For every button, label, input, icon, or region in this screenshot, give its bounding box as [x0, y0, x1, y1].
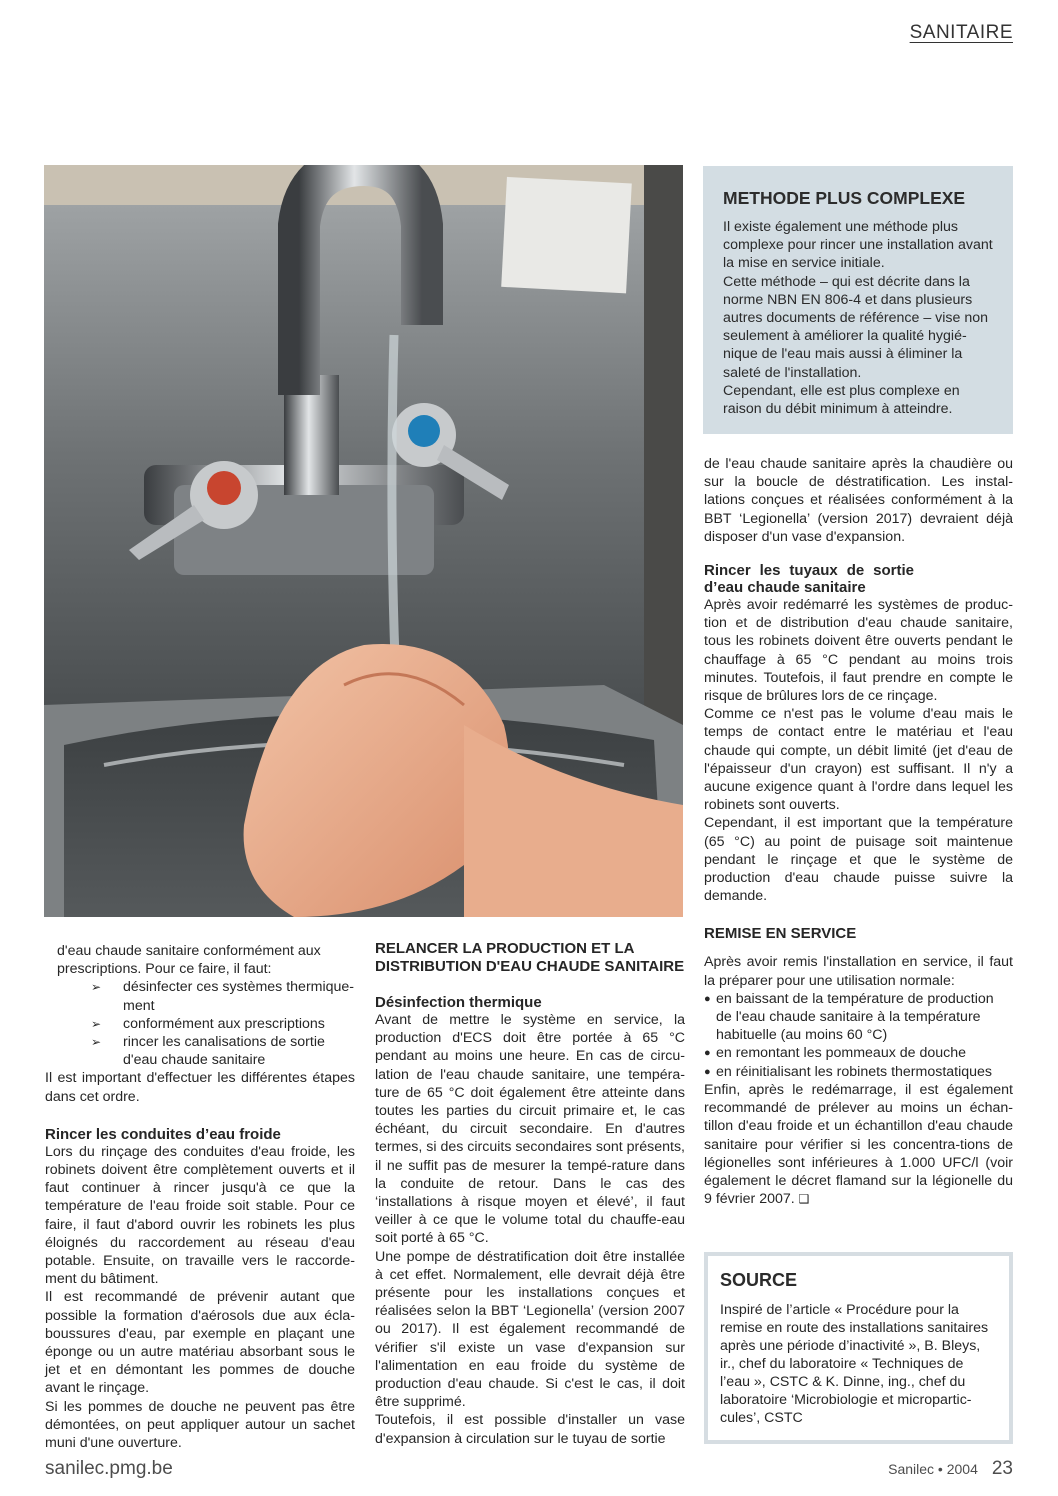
end-mark-icon: ❑ [798, 1192, 810, 1207]
col3-intro2: Après avoir remis l'installation en service, il faut la préparer pour une utilisation normale: [704, 954, 1013, 989]
list-item: ● en réinitialisant les robinets thermostatiques [704, 1063, 1013, 1081]
col3-paragraph: Après avoir redémarré les systèmes de produc-tion et de distribution d'eau chaude sanitaire, tous les robinets doivent être ouverts pendant le chauffage à 65 °C pendant au moins trois minutes. Toutefois, il faut prendre en compte le risque de brûlures lors de ce rinçage. [704, 597, 1013, 705]
list-item: ➢ conformément aux prescriptions [91, 1015, 355, 1033]
col2-paragraph: Avant de mettre le système en service, la production d'ECS doit être portée à 65 °C pendant au moins une heure. En cas de circu-lation de l'eau chaude sanitaire, une tempéra-ture de 65 °C doit également être atteinte dans toutes les parties du circuit primaire et, le cas échéant, du circuit secondaire. En d'autres termes, si des circuits secondaires sont présents, il ne suffit pas de mesurer la tempé-rature dans la conduite de retour. Dans le cas des ‘installations à risque moyen et élevé’, il faut veiller à ce que le volume total du chauffe-eau soit porté à 65 °C. [375, 1012, 685, 1247]
col3-closing-text: Enfin, après le redémarrage, il est également recommandé de prélever au moins un échan-tillon d'eau froide et un échantillon d'eau chaude sanitaire pour vérifier si les concentra-tions de légionelles sont inférieures à 1.000 UFC/l (voir également le décret flamand sur la légionelle du 9 février 2007. [704, 1081, 1013, 1208]
source-box [704, 1252, 1013, 1444]
column-2 [375, 940, 685, 1448]
col2-heading: RELANCER LA PRODUCTION ET LA DISTRIBUTION D'EAU CHAUDE SANITAIRE [375, 940, 685, 975]
col3-heading: Rincer les tuyaux de sortie d’eau chaude sanitaire [704, 562, 914, 597]
magazine-name: Sanilec • 2004 [888, 1461, 978, 1477]
photo-hands-washing [44, 165, 683, 917]
complex-method-box [703, 166, 1013, 434]
source-title: SOURCE [720, 1270, 798, 1290]
box-title: METHODE PLUS COMPLEXE [723, 188, 966, 208]
source-text: Inspiré de l’article « Procédure pour la remise en route des installations sanitaires après une période d’inactivité », B. Bleys, ir., chef du laboratoire « Techniques de l’eau », CSTC & K. Dinne, ing., chef du laboratoire ‘Microbiologie et micropartic-cules’, CSTC [720, 1302, 989, 1426]
box-paragraph: Cette méthode – qui est décrite dans la norme NBN EN 806-4 et dans plusieurs autres documents de référence – vise non seulement à améliorer la qualité hygié-nique de l'eau mais aussi à éliminer la saleté de l'installation. [723, 273, 988, 381]
col1-paragraph: Il est recommandé de prévenir autant que possible la formation d'aérosols due aux écla-boussures d'eau, par exemple en plaçant une éponge ou un autre matériau absorbant sous le jet et en démontant les pommes de douche avant le rinçage. [45, 1289, 355, 1397]
col1-paragraph: Lors du rinçage des conduites d'eau froide, les robinets doivent être complètement ouverts et il faut continuer à rincer jusqu'à ce que la température de l'eau froide soit stable. Pour ce faire, il faut d'abord ouvrir les robinets les plus éloignés du raccordement au réseau d'eau potable. Ensuite, on travaille vers le raccorde-ment du bâtiment. [45, 1143, 355, 1288]
col1-bullet-list [91, 978, 355, 1069]
footer-right [888, 1458, 1013, 1480]
col1-intro: d'eau chaude sanitaire conformément aux prescriptions. Pour ce faire, il faut: [57, 943, 321, 978]
column-1 [45, 942, 355, 1452]
col1-paragraph: Si les pommes de douche ne peuvent pas être démontées, on peut appliquer autour un sachet muni d'une ouverture. [45, 1398, 355, 1452]
col3-heading2: REMISE EN SERVICE [704, 925, 857, 943]
column-3 [704, 455, 1013, 1208]
photo-illustration [44, 165, 683, 917]
col2-paragraph: Une pompe de déstratification doit être installée à cet effet. Normalement, elle devrait déjà être présente pour les installations conçues et réalisées selon la BBT ‘Legionella’ (version 2007 ou 2017). Il est également recommandé de vérifier s'il existe un vase d'expansion sur l'alimentation en eau froide du système de production d'eau chaude. Si c'est le cas, il doit être supprimé. [375, 1248, 685, 1411]
box-text [723, 218, 995, 418]
col3-paragraph: Comme ce n'est pas le volume d'eau mais le temps de contact entre le matériau et l'eau chaude qui compte, un débit limité (jet d'eau de l'épaisseur d'un crayon) est suffisant. Il n'y a aucune exigence quant à l'ordre dans lequel les robinets sont ouverts. [704, 706, 1013, 814]
box-paragraph: Cependant, elle est plus complexe en raison du débit minimum à atteindre. [723, 382, 960, 418]
col3-bullet-list [704, 990, 1013, 1081]
list-item: ➢ rincer les canalisations de sortie d'eau chaude sanitaire [91, 1033, 355, 1069]
page-number: 23 [991, 1458, 1013, 1479]
list-item: ➢ désinfecter ces systèmes thermique-ment [91, 978, 355, 1014]
footer-url-link[interactable]: sanilec.pmg.be [45, 1458, 173, 1479]
col2-subheading: Désinfection thermique [375, 994, 542, 1011]
list-item: ● en baissant de la température de production de l'eau chaude sanitaire à la température habituelle (au moins 60 °C) [704, 990, 1013, 1045]
list-item: ● en remontant les pommeaux de douche [704, 1044, 1013, 1062]
col1-after-bullets: Il est important d'effectuer les différentes étapes dans cet ordre. [45, 1070, 355, 1105]
section-tag: SANITAIRE [909, 22, 1013, 43]
col2-paragraph: Toutefois, il est possible d'installer un vase d'expansion à circulation sur le tuyau de sortie [375, 1412, 685, 1447]
box-paragraph: Il existe également une méthode plus complexe pour rincer une installation avant la mise en service initiale. [723, 219, 993, 272]
col1-heading: Rincer les conduites d’eau froide [45, 1125, 281, 1143]
col3-closing [704, 1081, 1013, 1208]
col3-paragraph: Cependant, il est important que la température (65 °C) au point de puisage soit maintenue pendant le rinçage et que le système de production d'eau chaude puisse suivre la demande. [704, 815, 1013, 905]
col3-continuation: de l'eau chaude sanitaire après la chaudière ou sur la boucle de déstratification. Les instal-lations conçues et réalisées conformément à la BBT ‘Legionella’ (version 2017) devraient déjà disposer d'un vase d'expansion. [704, 456, 1013, 545]
